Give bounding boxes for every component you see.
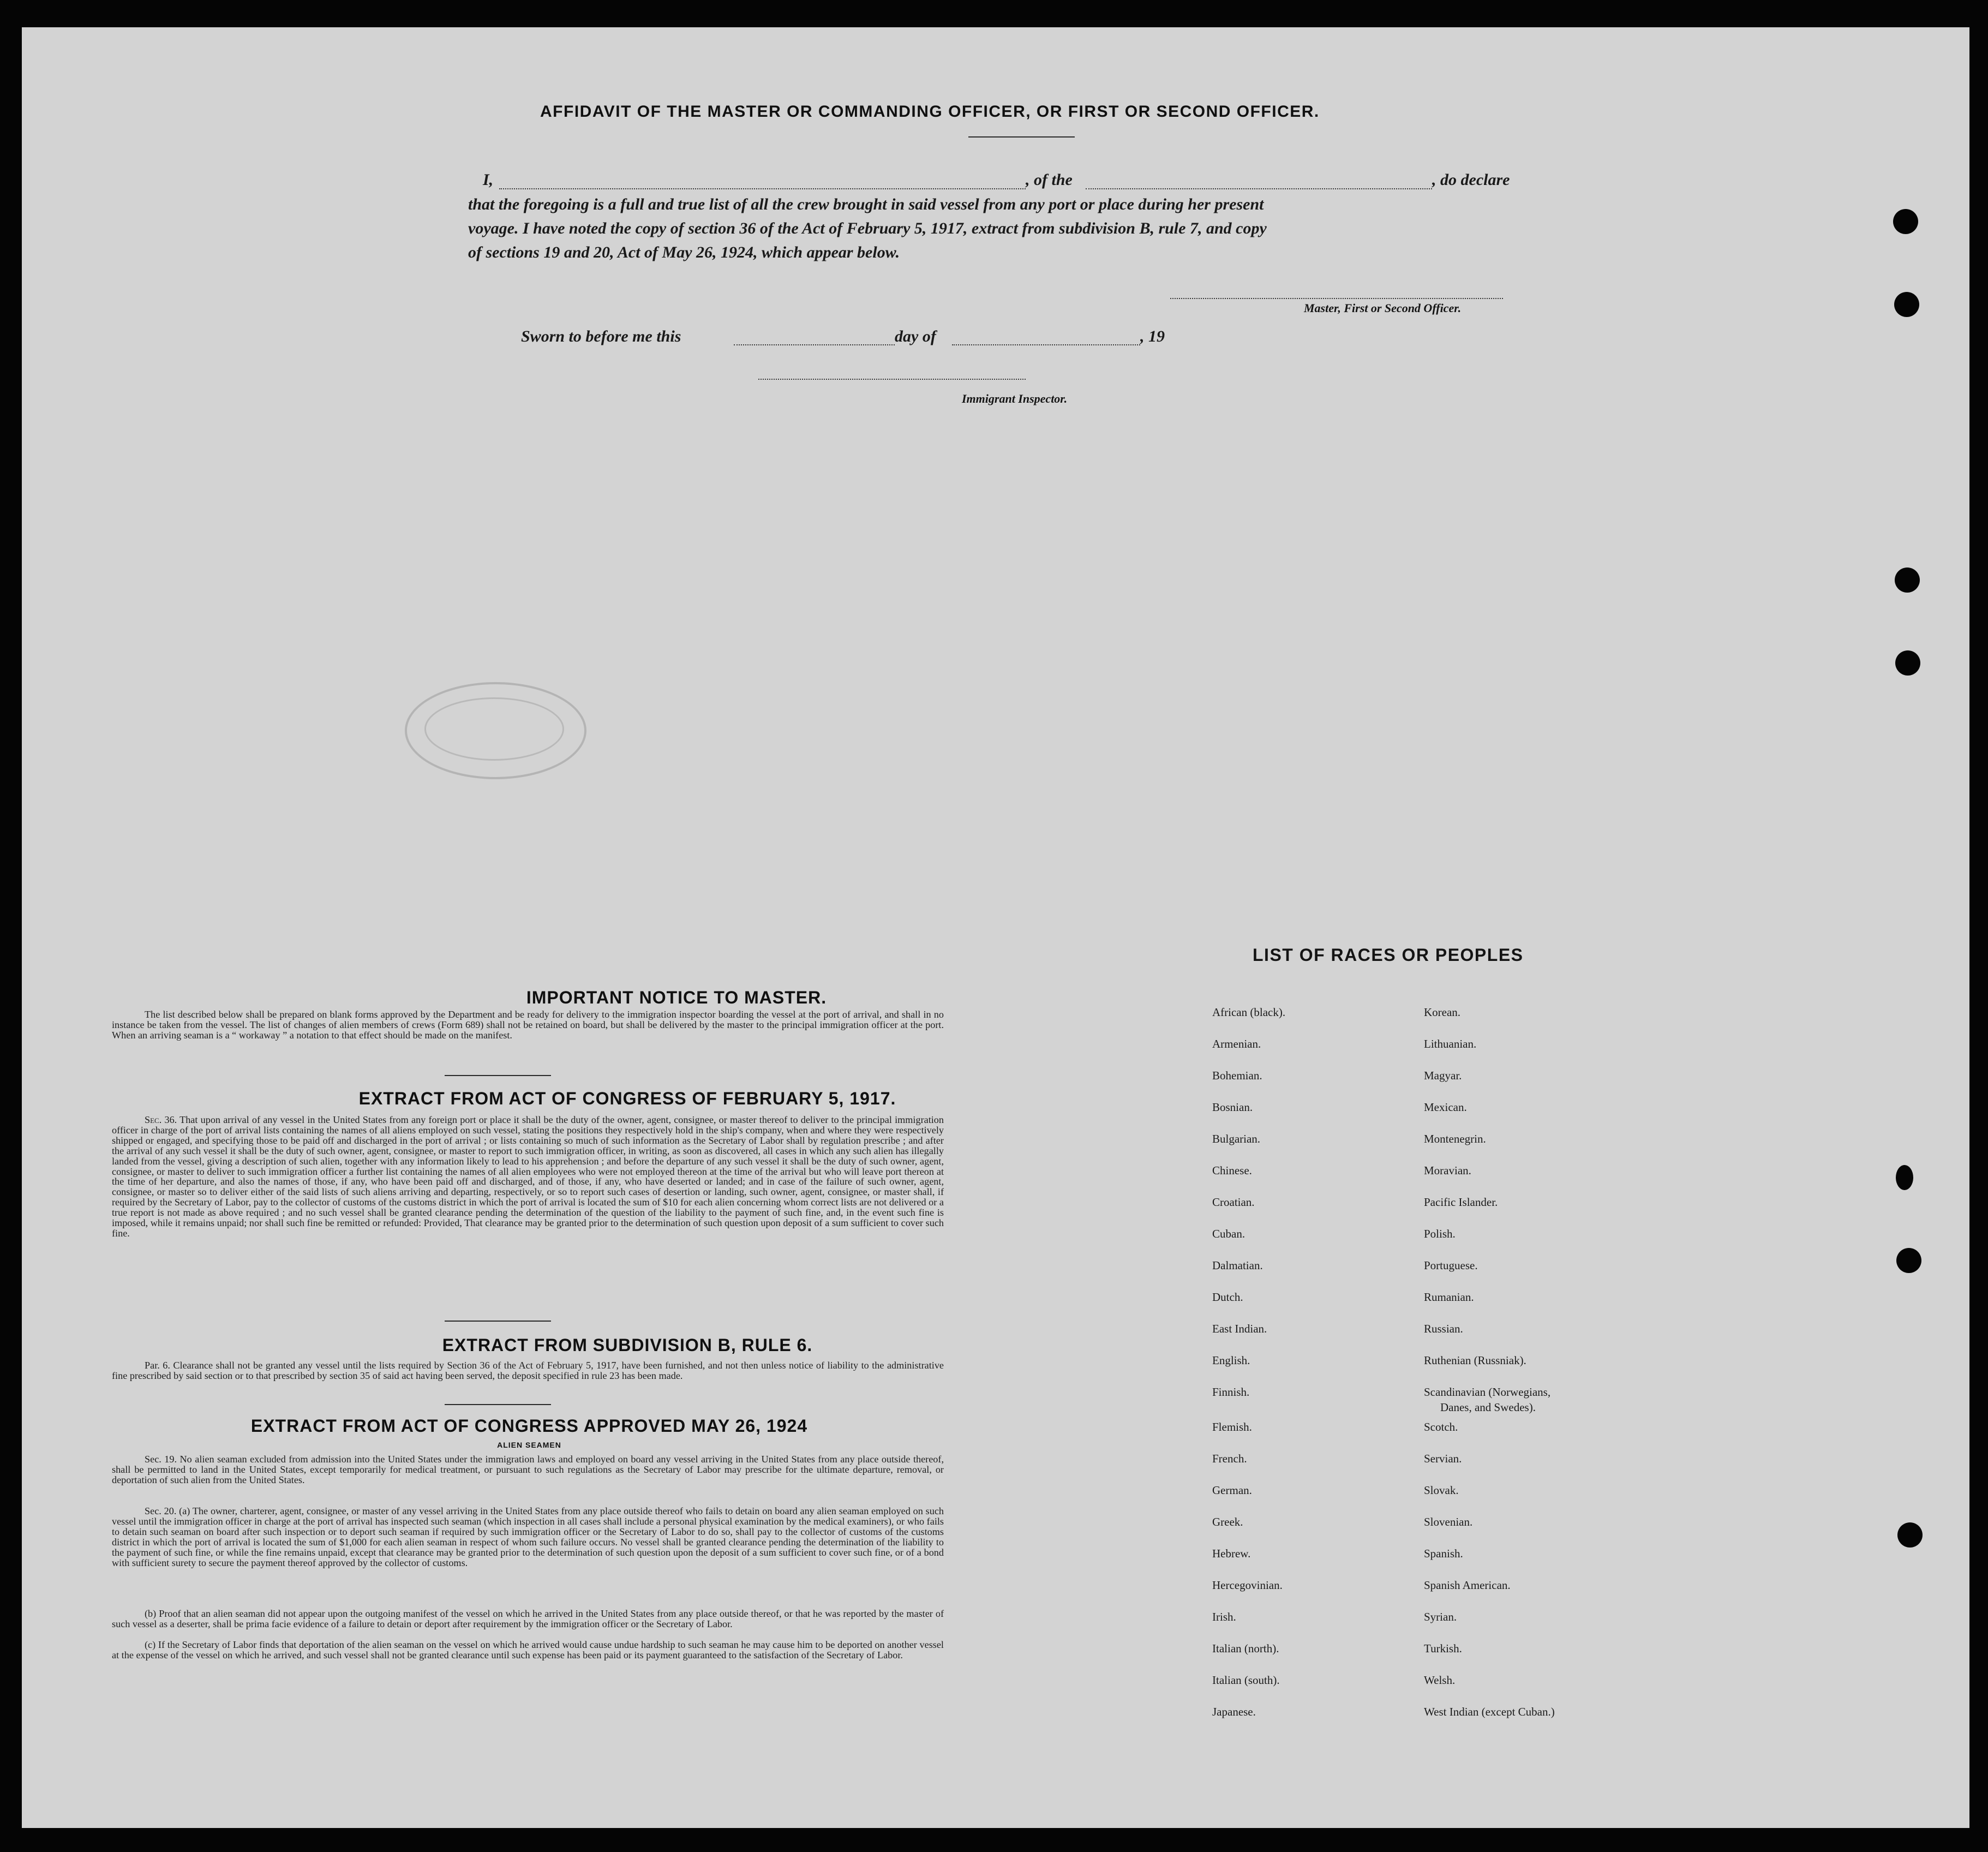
year-text: , 19 — [1140, 327, 1165, 345]
race-left: Hercegovinian. — [1212, 1579, 1283, 1592]
race-left: Bosnian. — [1212, 1101, 1253, 1114]
race-right: Ruthenian (Russniak). — [1424, 1354, 1526, 1367]
act-1924-sec20b: (b) Proof that an alien seaman did not appear upon the outgoing manifest of the vessel on which he arrived in the United States from any place outside thereof, or that he was reported by the master of such vessel as a deserter, shall be prima facie evidence of a failure to detain or deport after requirement by the immigration officer or the Secretary of Labor. — [112, 1608, 944, 1629]
race-left: Greek. — [1212, 1515, 1243, 1528]
race-right: Portuguese. — [1424, 1259, 1478, 1272]
punch-hole — [1896, 1165, 1913, 1190]
divider — [445, 1321, 551, 1322]
race-right: Montenegrin. — [1424, 1132, 1486, 1145]
race-left: Dalmatian. — [1212, 1259, 1263, 1272]
act-1917-body: That upon arrival of any vessel in the United States from any foreign port or place it shall be the duty of the owner, agent, consignee, or master thereof to deliver to the principal immigration officer in charge of the port of arrival lists containing the names of all aliens employed on such vessel, stating the positions they respectively hold in the ship's company, when and where they were respectively shipped or engaged, and specifying those to be paid off and discharged in the port of arrival ; or lists containing so much of such information as the Secretary of Labor shall by regulation prescribe ; and after the arrival of any such vessel it shall be the duty of such owner, agent, consignee, or master to report to such immigration officer, in writing, as soon as discovered, all cases in which any such alien has illegally landed from the vessel, giving a description of such alien, together with any information likely to lead to his apprehension ; and before the departure of any such vessel it shall be the duty of such owner, agent, consignee, or master to deliver to such immigration officer a further list containing the names of all alien employees who were not employed thereon at the time of the arrival but who will leave port thereon at the time of her departure, and also the names of those, if any, who have been paid off and discharged, and of those, if any, who have deserted or landed; and in case of the failure of such owner, agent, consignee, or master so to deliver either of the said lists of such aliens arriving and departing, respectively, or so to report such cases of desertion or landing, such owner, agent, consignee, or master shall, if required by the Secretary of Labor, pay to the collector of customs of the customs district in which the port of arrival is located the sum of $10 for each alien concerning whom correct lists are not delivered or a true report is not made as above required ; and no such vessel shall be granted clearance pending the determination of the question of the liability to the payment of such fine, and, in the event such fine is imposed, while it remains unpaid; nor shall such fine be remitted or refunded: Provided, That clearance may be granted prior to the determination of such question upon deposit of a sum sufficient to cover such fine. — [112, 1114, 944, 1239]
officer-name-field[interactable] — [499, 188, 1026, 189]
race-left: German. — [1212, 1484, 1252, 1497]
act-1924-sec20c: (c) If the Secretary of Labor finds that deportation of the alien seaman on the vessel on which he arrived would cause undue hardship to such seaman he may cause him to be deported on another vessel at the expense of the vessel on which he arrived, and such vessel shall not be granted clearance until such expense has been paid or its payment guaranteed to the satisfaction of the Secretary of Labor. — [112, 1639, 944, 1660]
race-left: East Indian. — [1212, 1322, 1267, 1335]
race-right: Rumanian. — [1424, 1291, 1474, 1304]
race-left: Chinese. — [1212, 1164, 1252, 1177]
race-right: Scotch. — [1424, 1420, 1458, 1433]
race-left: Flemish. — [1212, 1420, 1252, 1433]
race-left: Italian (south). — [1212, 1674, 1280, 1687]
declaration-line-2: that the foregoing is a full and true list of all the crew brought in said vessel from any port or place during her present — [468, 195, 1264, 213]
race-left: Bohemian. — [1212, 1069, 1262, 1082]
punch-hole — [1897, 1522, 1923, 1548]
divider — [445, 1404, 551, 1405]
race-right: Scandinavian (Norwegians, — [1424, 1385, 1551, 1399]
act-1917-title: EXTRACT FROM ACT OF CONGRESS OF FEBRUARY 5, 1917. — [358, 1089, 896, 1108]
act-1917-text — [112, 1115, 944, 1239]
sworn-month-field[interactable] — [952, 344, 1140, 345]
notice-text: The list described below shall be prepared on blank forms approved by the Department and be ready for delivery to the immigration inspector boarding the vessel at the port of arrival, and shall in no instance be taken from the vessel. The list of changes of alien members of crews (Form 689) shall not be retained on board, but shall be delivered by the master to the principal immigration officer at the port. When an arriving seaman is a “ workaway ” a notation to that effect should be made on the manifest. — [112, 1009, 944, 1041]
notice-title: IMPORTANT NOTICE TO MASTER. — [526, 988, 827, 1007]
race-right: Turkish. — [1424, 1642, 1462, 1655]
race-right: Pacific Islander. — [1424, 1196, 1498, 1209]
declaration-line-4: of sections 19 and 20, Act of May 26, 1924, which appear below. — [468, 243, 900, 261]
act-1924-sec19: Sec. 19. No alien seaman excluded from admission into the United States under the immigration laws and employed on board any vessel arriving in the United States from any place outside thereof, shall be permitted to land in the United States, except temporarily for medical treatment, or pursuant to such regulations as the Secretary of Labor may prescribe for the ultimate departure, removal, or deportation of such alien from the United States. — [112, 1454, 944, 1485]
race-right: Spanish American. — [1424, 1579, 1511, 1592]
inspector-signature-label: Immigrant Inspector. — [962, 392, 1068, 405]
race-right: Russian. — [1424, 1322, 1463, 1335]
race-right: Spanish. — [1424, 1547, 1463, 1560]
race-right: Servian. — [1424, 1452, 1462, 1465]
race-left: Italian (north). — [1212, 1642, 1279, 1655]
declaration-do-declare: , do declare — [1432, 171, 1510, 189]
race-left: Dutch. — [1212, 1291, 1243, 1304]
race-left: Armenian. — [1212, 1037, 1261, 1050]
race-left: French. — [1212, 1452, 1247, 1465]
inspector-signature-field[interactable] — [758, 378, 1026, 380]
race-right: Polish. — [1424, 1227, 1456, 1240]
act-1924-title: EXTRACT FROM ACT OF CONGRESS APPROVED MAY 26, 1924 — [250, 1416, 808, 1436]
punch-hole — [1895, 650, 1920, 676]
faint-stamp-inner — [424, 697, 564, 761]
subdivision-title: EXTRACT FROM SUBDIVISION B, RULE 6. — [442, 1335, 813, 1355]
race-right: Lithuanian. — [1424, 1037, 1477, 1050]
race-right: Slovenian. — [1424, 1515, 1473, 1528]
subdivision-text: Par. 6. Clearance shall not be granted any vessel until the lists required by Section 36 of the Act of February 5, 1917, have been furnished, and not then unless notice of liability to the administrative fine prescribed by said section or to that prescribed by section 35 of said act having been served, the deposit specified in rule 23 has been made. — [112, 1360, 944, 1381]
race-left: Cuban. — [1212, 1227, 1246, 1240]
act-1924-subtitle: ALIEN SEAMEN — [497, 1441, 561, 1449]
race-left: Finnish. — [1212, 1385, 1250, 1399]
race-right: Danes, and Swedes). — [1440, 1401, 1536, 1414]
race-right: Syrian. — [1424, 1610, 1457, 1623]
race-left: Irish. — [1212, 1610, 1236, 1623]
race-right: Moravian. — [1424, 1164, 1471, 1177]
punch-hole — [1896, 1248, 1921, 1273]
race-right: Mexican. — [1424, 1101, 1467, 1114]
master-signature-field[interactable] — [1170, 297, 1503, 299]
affidavit-title: AFFIDAVIT OF THE MASTER OR COMMANDING OFFICER, OR FIRST OR SECOND OFFICER. — [540, 103, 1320, 121]
divider — [445, 1075, 551, 1076]
master-signature-label: Master, First or Second Officer. — [1304, 301, 1462, 315]
punch-hole — [1895, 567, 1920, 593]
race-right: West Indian (except Cuban.) — [1424, 1705, 1555, 1718]
race-left: Bulgarian. — [1212, 1132, 1261, 1145]
act-1917-section: Sec. 36. — [145, 1114, 177, 1125]
declaration-i: I, — [483, 171, 494, 189]
punch-hole — [1893, 209, 1918, 234]
race-right: Welsh. — [1424, 1674, 1456, 1687]
declaration-line-3: voyage. I have noted the copy of section 36 of the Act of February 5, 1917, extract from subdivision B, rule 7, and copy — [468, 219, 1267, 237]
sworn-text: Sworn to before me this — [521, 327, 681, 345]
races-title: LIST OF RACES OR PEOPLES — [1253, 945, 1524, 965]
race-right: Korean. — [1424, 1006, 1461, 1019]
punch-hole — [1894, 292, 1919, 317]
race-left: English. — [1212, 1354, 1250, 1367]
title-underline — [968, 136, 1075, 138]
sworn-day-field[interactable] — [734, 344, 895, 345]
race-right: Magyar. — [1424, 1069, 1462, 1082]
race-right: Slovak. — [1424, 1484, 1459, 1497]
race-left: Croatian. — [1212, 1196, 1255, 1209]
race-left: Hebrew. — [1212, 1547, 1251, 1560]
vessel-name-field[interactable] — [1086, 188, 1432, 189]
day-of-text: day of — [895, 327, 936, 345]
race-left: African (black). — [1212, 1006, 1286, 1019]
declaration-of-the: , of the — [1026, 171, 1073, 189]
act-1924-sec20a: Sec. 20. (a) The owner, charterer, agent, consignee, or master of any vessel arriving in the United States from any place outside thereof who fails to detain on board any alien seaman employed on such vessel until the immigration officer in charge at the port of arrival has inspected such seaman (which inspection in all cases shall include a personal physical examination by the medical examiners), or who fails to detain such seaman on board after such inspection or to deport such seaman if required by such immigration officer or the Secretary of Labor to do so, shall pay to the collector of customs of the customs district in which the port of arrival is located the sum of $1,000 for each alien seaman in respect of whom such failure occurs. No vessel shall be granted clearance pending the determination of the liability to the payment of such fine, or while the fine remains unpaid, except that clearance may be granted prior to the determination of such question upon the deposit of a sum sufficient to cover such fine, or of a bond with sufficient surety to secure the payment thereof approved by the collector of customs. — [112, 1506, 944, 1568]
race-left: Japanese. — [1212, 1705, 1256, 1718]
